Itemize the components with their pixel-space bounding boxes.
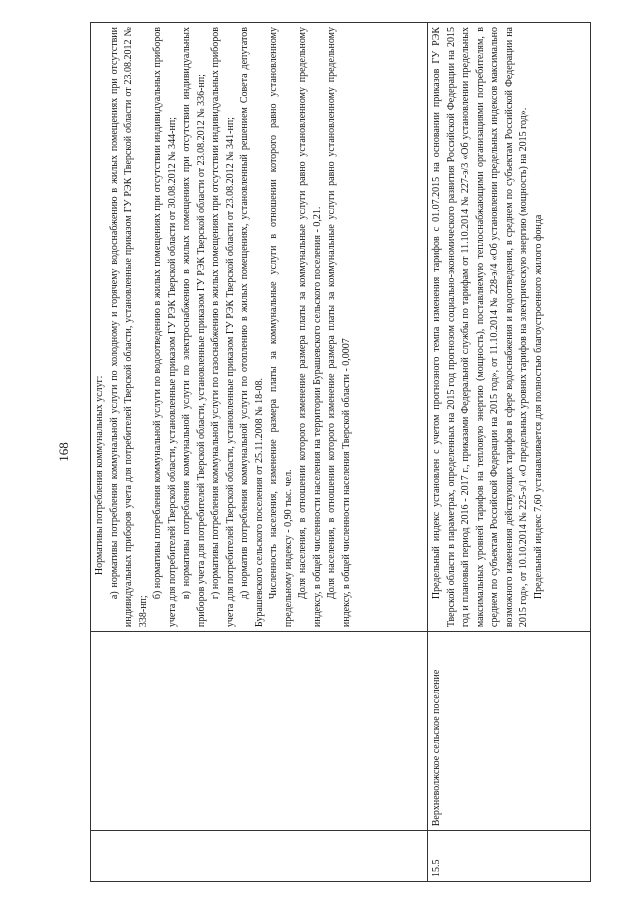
row-index-cell: 15.5: [428, 831, 591, 882]
text-paragraph: д) норматив потребления коммунальной услуги по отоплению в жилых помещениях, установленный решением Совета депутатов Бурашевского сельского поселения от 25.11.2008 № 18-08.: [239, 27, 265, 628]
text-paragraph: а) нормативы потребления коммунальной услуги по холодному и горячему водоснабжению в жилых помещениях при отсутствии индивидуальных приборов учета для потребителей Тверской области, установленные приказом ГУ РЭК Тверской области от 23.08.2012 № 338-нп;: [108, 27, 149, 628]
text-paragraph: б) нормативы потребления коммунальной услуги по водоотведению в жилых помещениях при отсутствии индивидуальных приборов учета для потребителей Тверской области, установленные приказом ГУ РЭК Тверской области от 30.08.2012 № 344-нп;: [152, 27, 178, 628]
description-cell: [428, 23, 591, 632]
text-paragraph: Предельный индекс установлен с учетом прогнозного темпа изменения тарифов с 01.07.2015 на основании приказов ГУ РЭК Тверской области в параметрах, определенных на 2015 год прогнозом социально-экономического развития Российской Федерации на 2015 год и плановый период 2016 - 2017 г., приказами Федеральной службы по тарифам от 11.10.2014 № 227-э/3 «Об установлении предельных максимальных уровней тарифов на тепловую энергию (мощность), поставляемую теплоснабжающими организациями потребителям, в среднем по субъектам Российской Федерации на 2015 год», от 11.10.2014 № 228-э/4 «Об установлении предельных индексов максимально возможного изменения действующих тарифов в сфере водоснабжения и водоотведения, в среднем по субъектам Российской Федерации на 2015 год», от 10.10.2014 № 225-э/1 «О предельных уровнях тарифов на электрическую энергию (мощность) на 2015 год».: [431, 27, 529, 628]
description-cell: [91, 23, 428, 632]
rotated-document-page: [50, 22, 590, 882]
settlement-cell: Верхневолжское сельское поселение: [428, 632, 591, 831]
text-paragraph: Нормативы потребления коммунальных услуг:: [94, 375, 105, 576]
page-number: 168: [56, 442, 71, 462]
settlement-cell: [91, 632, 428, 831]
text-paragraph: Доля населения, в отношении которого изменение размера платы за коммунальные услуги равно установленному предельному индексу, в общей численности населения на территории Бурашевского сельского поселения - 0,21.: [297, 27, 323, 628]
text-paragraph: Доля населения, в отношении которого изменение размера платы за коммунальные услуги равно установленному предельному индексу, в общей численности населения Тверской области - 0,0007: [326, 27, 352, 628]
text-paragraph: Предельный индекс 7,60 устанавливается для полностью благоустроенного жилого фонда: [532, 214, 544, 600]
table-row: [91, 23, 428, 882]
text-paragraph: г) нормативы потребления коммунальной услуги по газоснабжению в жилых помещениях при отсутствии индивидуальных приборов учета для потребителей Тверской области, установленные приказом ГУ РЭК Тверской области от 23.08.2012 № 341-нп;: [210, 27, 236, 628]
row-index-cell: [91, 831, 428, 882]
text-paragraph: Численность населения, изменение размера платы за коммунальные услуги в отношении которого равно установленному предельному индексу - 0,90 тыс. чел.: [268, 27, 294, 628]
text-paragraph: в) нормативы потребления коммунальной услуги по электроснабжению в жилых помещениях при отсутствии индивидуальных приборов учета для потребителей Тверской области, установленные приказом ГУ РЭК Тверской области от 23.08.2012 № 336-нп;: [181, 27, 207, 628]
tariff-table: [90, 22, 591, 882]
table-row: [428, 23, 591, 882]
